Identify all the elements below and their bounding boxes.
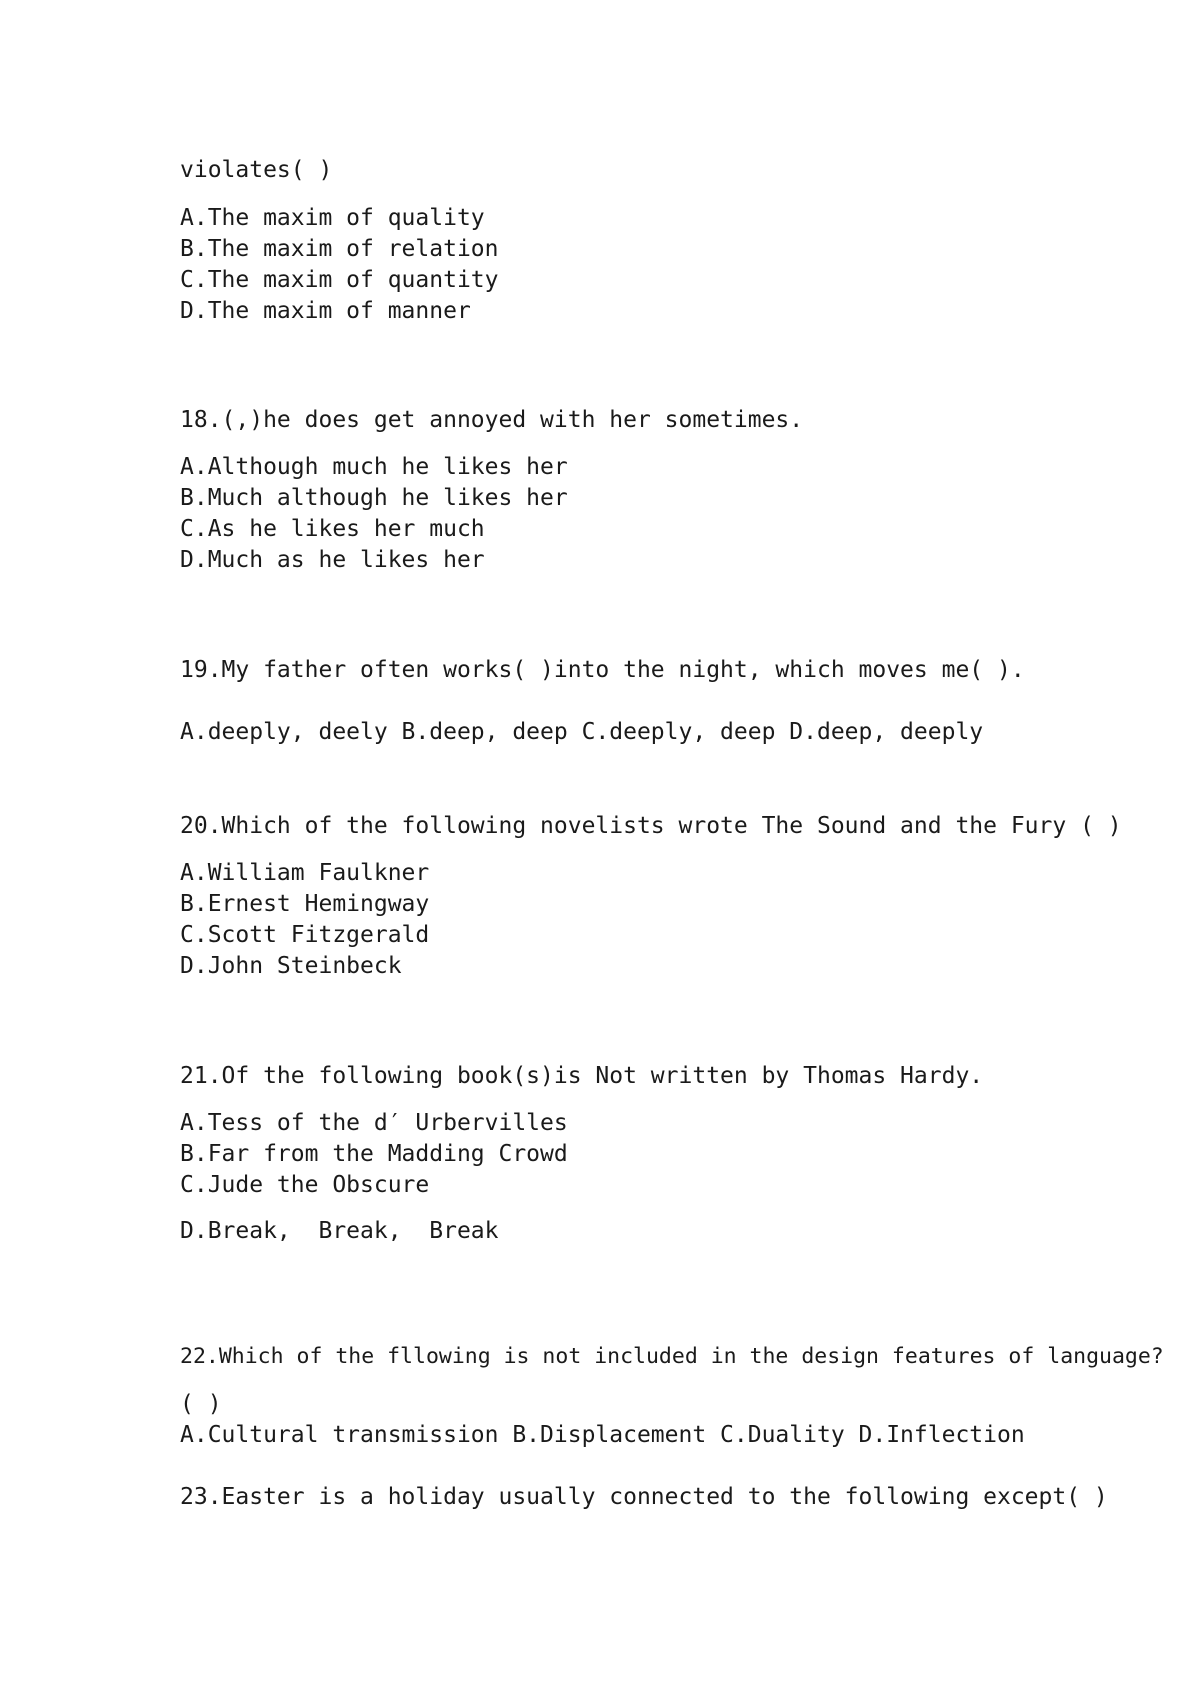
q21-option-b: B.Far from the Madding Crowd xyxy=(180,1141,568,1167)
q19-options: A.deeply, deely B.deep, deep C.deeply, deep D.deep, deeply xyxy=(180,719,984,745)
q20-option-d: D.John Steinbeck xyxy=(180,953,402,979)
q18-option-b: B.Much although he likes her xyxy=(180,485,568,511)
q18-option-d: D.Much as he likes her xyxy=(180,547,485,573)
q20-option-c: C.Scott Fitzgerald xyxy=(180,922,430,948)
q21-option-a: A.Tess of the d′ Urbervilles xyxy=(180,1110,568,1136)
q17-option-b: B.The maxim of relation xyxy=(180,236,499,262)
q20-option-a: A.William Faulkner xyxy=(180,860,430,886)
q18-stem: 18.(,)he does get annoyed with her sometimes. xyxy=(180,407,804,433)
q22-stem: 22.Which of the fllowing is not included in the design features of language? xyxy=(180,1344,1164,1369)
q19-stem: 19.My father often works( )into the night, which moves me( ). xyxy=(180,657,1025,683)
q18-option-c: C.As he likes her much xyxy=(180,516,485,542)
q23-stem: 23.Easter is a holiday usually connected to the following except( ) xyxy=(180,1484,1108,1510)
q21-stem: 21.Of the following book(s)is Not written by Thomas Hardy. xyxy=(180,1063,984,1089)
q21-option-c: C.Jude the Obscure xyxy=(180,1172,430,1198)
q21-option-d: D.Break, Break, Break xyxy=(180,1218,499,1244)
q17-option-c: C.The maxim of quantity xyxy=(180,267,499,293)
q20-option-b: B.Ernest Hemingway xyxy=(180,891,430,917)
q17-option-d: D.The maxim of manner xyxy=(180,298,471,324)
q17-option-a: A.The maxim of quality xyxy=(180,205,485,231)
q20-stem: 20.Which of the following novelists wrote The Sound and the Fury ( ) xyxy=(180,813,1122,839)
q22-options: A.Cultural transmission B.Displacement C.Duality D.Inflection xyxy=(180,1422,1025,1448)
q22-stem-cont: ( ) xyxy=(180,1391,222,1417)
q17-stem-tail: violates( ) xyxy=(180,157,333,183)
q18-option-a: A.Although much he likes her xyxy=(180,454,568,480)
